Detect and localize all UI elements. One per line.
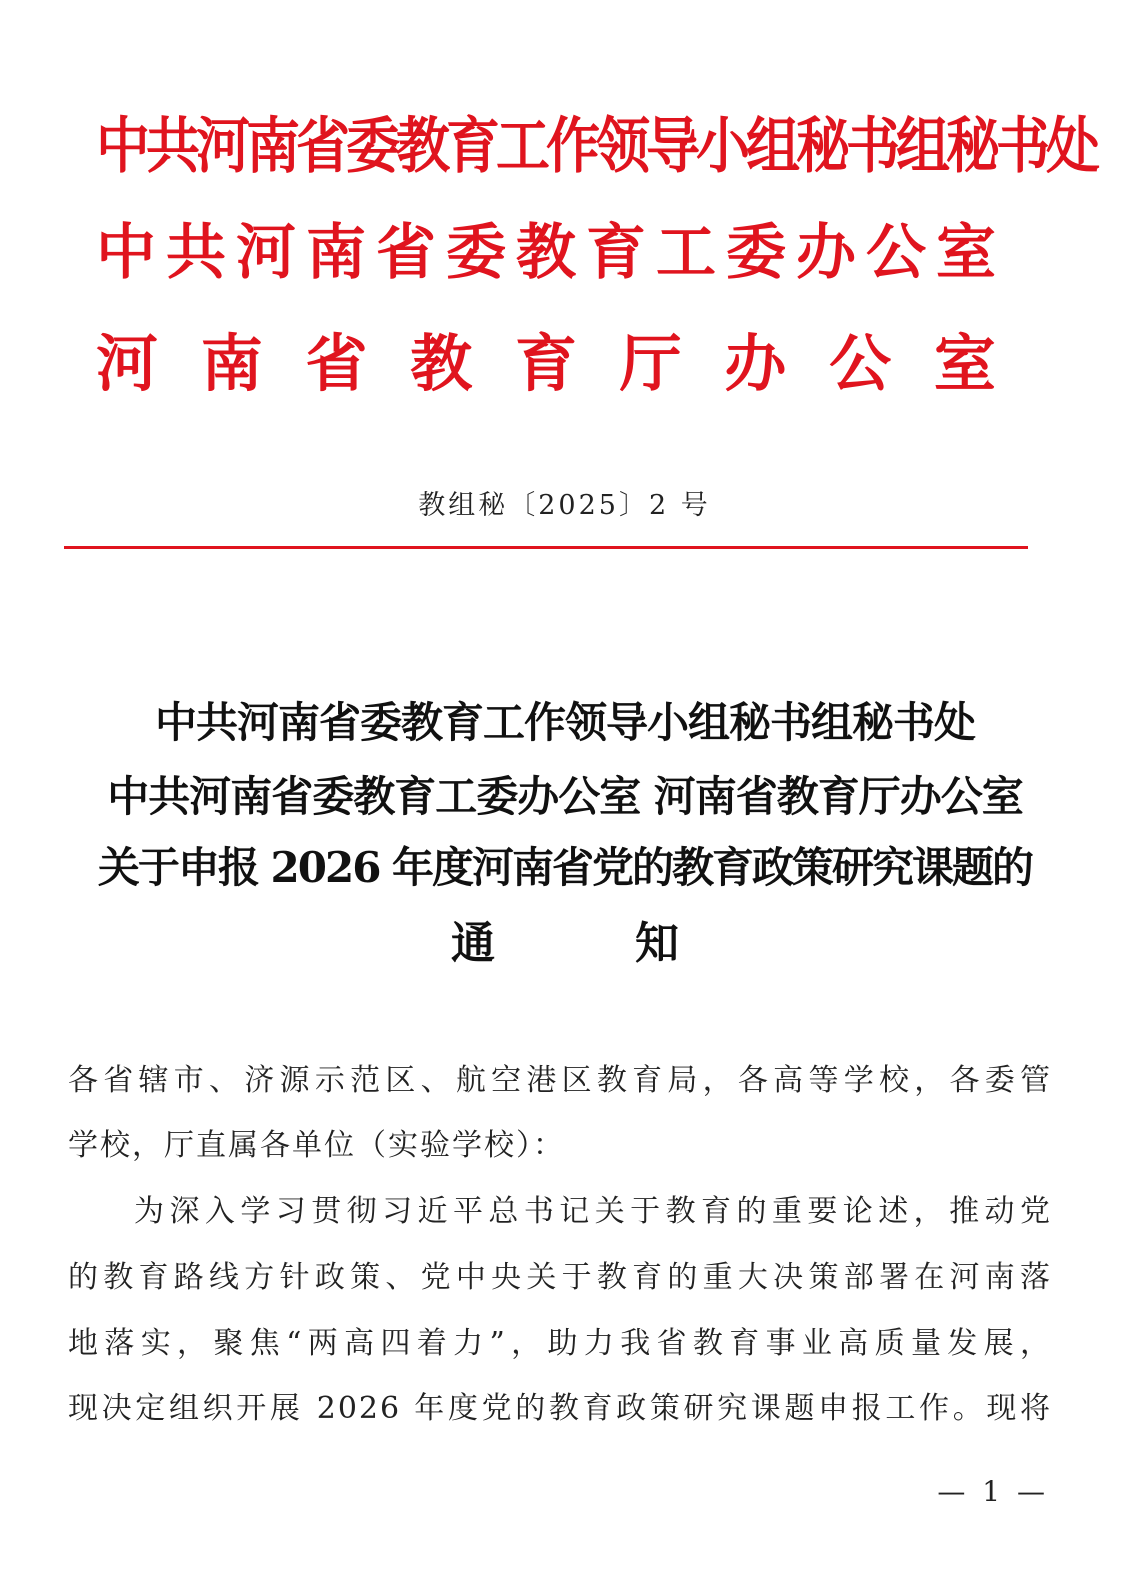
document-number: 教组秘〔2025〕2 号 [418,490,711,521]
masthead-line2-char: 委 [726,218,786,288]
body-line-5: 地落实，聚焦“两高四着力”，助力我省教育事业高质量发展， [68,1326,1052,1361]
body-line-3: 为深入学习贯彻习近平总书记关于教育的重要论述，推动党 [134,1194,1052,1229]
body-line-1: 各省辖市、济源示范区、航空港区教育局，各高等学校，各委管 [68,1063,1052,1098]
masthead-line2-char: 共 [166,218,226,288]
masthead-line2-char: 公 [866,218,926,288]
masthead-line2-char: 省 [376,218,436,288]
notice-title-line-1: 中共河南省委教育工作领导小组秘书组秘书处 [154,698,975,747]
masthead-line2-char: 室 [936,218,996,288]
red-divider-line [64,546,1028,549]
masthead-line3-char: 办 [724,326,787,400]
masthead-line2-char: 委 [446,218,506,288]
notice-title-char-1: 通 [451,918,495,969]
masthead-line-3 [96,316,996,400]
masthead-line2-char: 南 [306,218,366,288]
masthead-line3-char: 教 [410,326,473,400]
body-line-2: 学校，厅直属各单位（实验学校）： [68,1128,565,1163]
notice-title-line-2: 中共河南省委教育工委办公室 河南省教育厅办公室 [107,772,1023,821]
masthead-line3-char: 公 [829,326,892,400]
masthead-line2-char: 教 [516,218,576,288]
masthead-line3-char: 育 [514,326,577,400]
masthead-line2-char: 育 [586,218,646,288]
masthead-line3-char: 厅 [619,326,682,400]
masthead-line2-char: 办 [796,218,856,288]
notice-title-char-2: 知 [635,918,679,969]
notice-title-line-3: 关于申报 2026 年度河南省党的教育政策研究课题的 [97,843,1033,892]
body-line-4: 的教育路线方针政策、党中央关于教育的重大决策部署在河南落 [68,1260,1052,1295]
masthead-line3-char: 南 [200,326,263,400]
masthead-line3-char: 室 [933,326,996,400]
masthead-line2-char: 河 [236,218,296,288]
masthead-line3-char: 河 [96,326,159,400]
masthead-line2-char: 中 [96,218,156,288]
body-line-6: 现决定组织开展 2026 年度党的教育政策研究课题申报工作。现将 [68,1391,1052,1426]
masthead-line2-char: 工 [656,218,716,288]
notice-title-line-4 [60,907,1070,971]
page-number: — 1 — [937,1475,1049,1508]
masthead-line-2 [96,208,996,288]
masthead-line3-char: 省 [305,326,368,400]
masthead-line-1-text: 中共河南省委教育工作领导小组秘书组秘书处 [96,108,1096,181]
masthead-line-1 [96,96,1096,186]
